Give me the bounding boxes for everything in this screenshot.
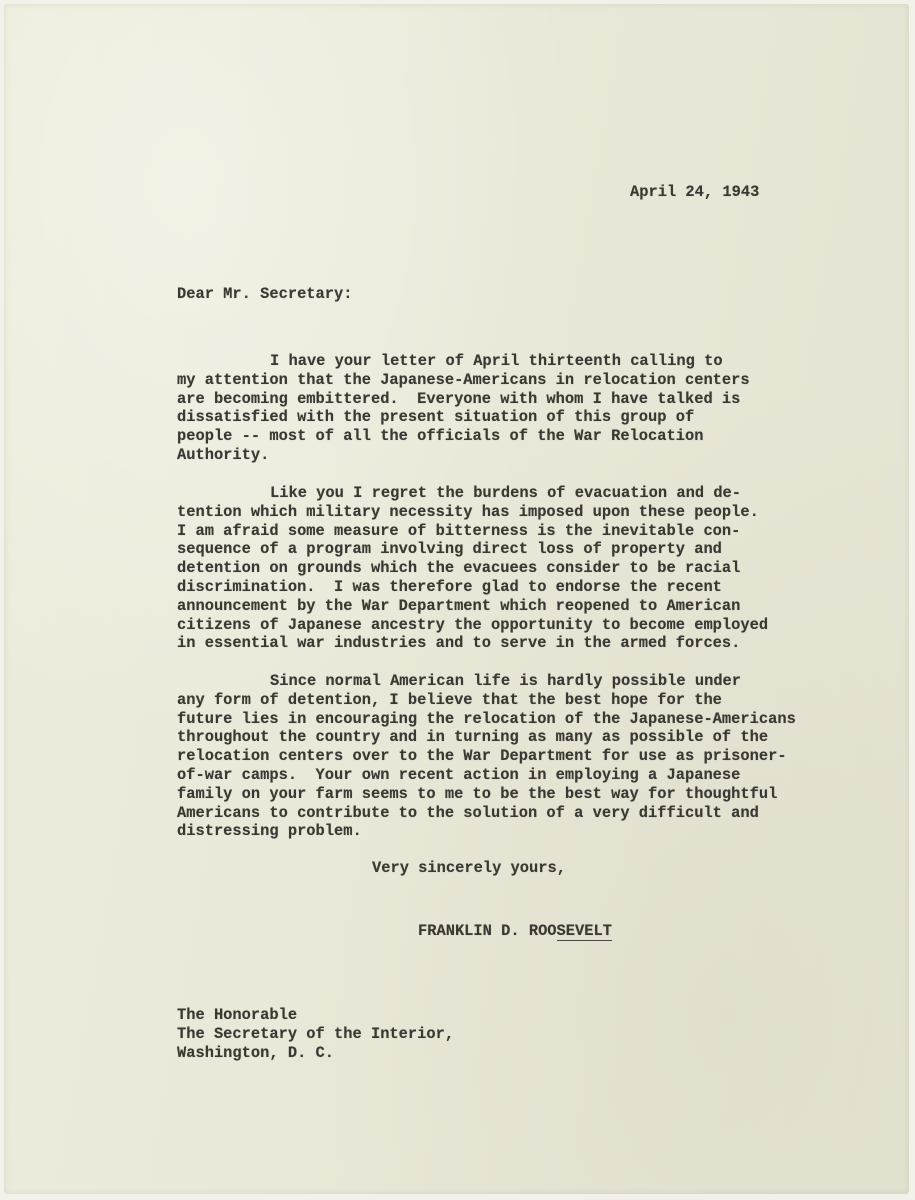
address-line: The Honorable (177, 1006, 298, 1024)
closing: Very sincerely yours, (372, 859, 566, 877)
paragraph-line: relocation centers over to the War Department for use as prisoner- (177, 747, 787, 766)
paragraph-line: Since normal American life is hardly possible under (270, 672, 742, 690)
paragraph-line: announcement by the War Department which reopened to American (177, 596, 741, 615)
paragraph-line: citizens of Japanese ancestry the opportunity to become employed (177, 615, 769, 634)
paragraph-line: Authority. (177, 445, 270, 464)
salutation: Dear Mr. Secretary: (177, 285, 353, 303)
paragraph-line: family on your farm seems to me to be the best way for thoughtful (177, 784, 778, 803)
paragraph-line: Americans to contribute to the solution of a very difficult and (177, 803, 759, 822)
paragraph-line: are becoming embittered. Everyone with whom I have talked is (177, 389, 741, 408)
paragraph-line: of-war camps. Your own recent action in employing a Japanese (177, 765, 741, 784)
paragraph-line: I am afraid some measure of bitterness is the inevitable con- (177, 521, 741, 540)
paragraph-2 (177, 484, 768, 653)
signature-block (418, 922, 612, 941)
paragraph-line: future lies in encouraging the relocation of the Japanese-Americans (177, 709, 796, 728)
recipient-address (177, 1006, 454, 1062)
paragraph-line: distressing problem. (177, 822, 362, 841)
paragraph-1 (177, 352, 750, 465)
signature-underlined: SEVELT (556, 922, 612, 940)
paragraph-line: throughout the country and in turning as many as possible of the (177, 728, 769, 747)
paragraph-line: tention which military necessity has imposed upon these people. (177, 502, 759, 521)
paragraph-line: my attention that the Japanese-Americans in relocation centers (177, 370, 750, 389)
address-line: Washington, D. C. (177, 1043, 335, 1062)
paragraph-line: in essential war industries and to serve in the armed forces. (177, 634, 741, 653)
address-line: The Secretary of the Interior, (177, 1024, 455, 1043)
paragraph-line: dissatisfied with the present situation of this group of (177, 408, 695, 427)
paragraph-line: any form of detention, I believe that the best hope for the (177, 690, 722, 709)
paragraph-line: I have your letter of April thirteenth calling to (270, 352, 723, 370)
signature-name: FRANKLIN D. ROO (418, 922, 557, 940)
paragraph-line: people -- most of all the officials of the War Relocation (177, 427, 704, 446)
paragraph-line: discrimination. I was therefore glad to endorse the recent (177, 577, 722, 596)
paragraph-3 (177, 672, 796, 841)
paragraph-line: sequence of a program involving direct loss of property and (177, 540, 722, 559)
paragraph-line: detention on grounds which the evacuees consider to be racial (177, 559, 741, 578)
paragraph-line: Like you I regret the burdens of evacuation and de- (270, 484, 742, 502)
letter-date: April 24, 1943 (630, 183, 760, 201)
